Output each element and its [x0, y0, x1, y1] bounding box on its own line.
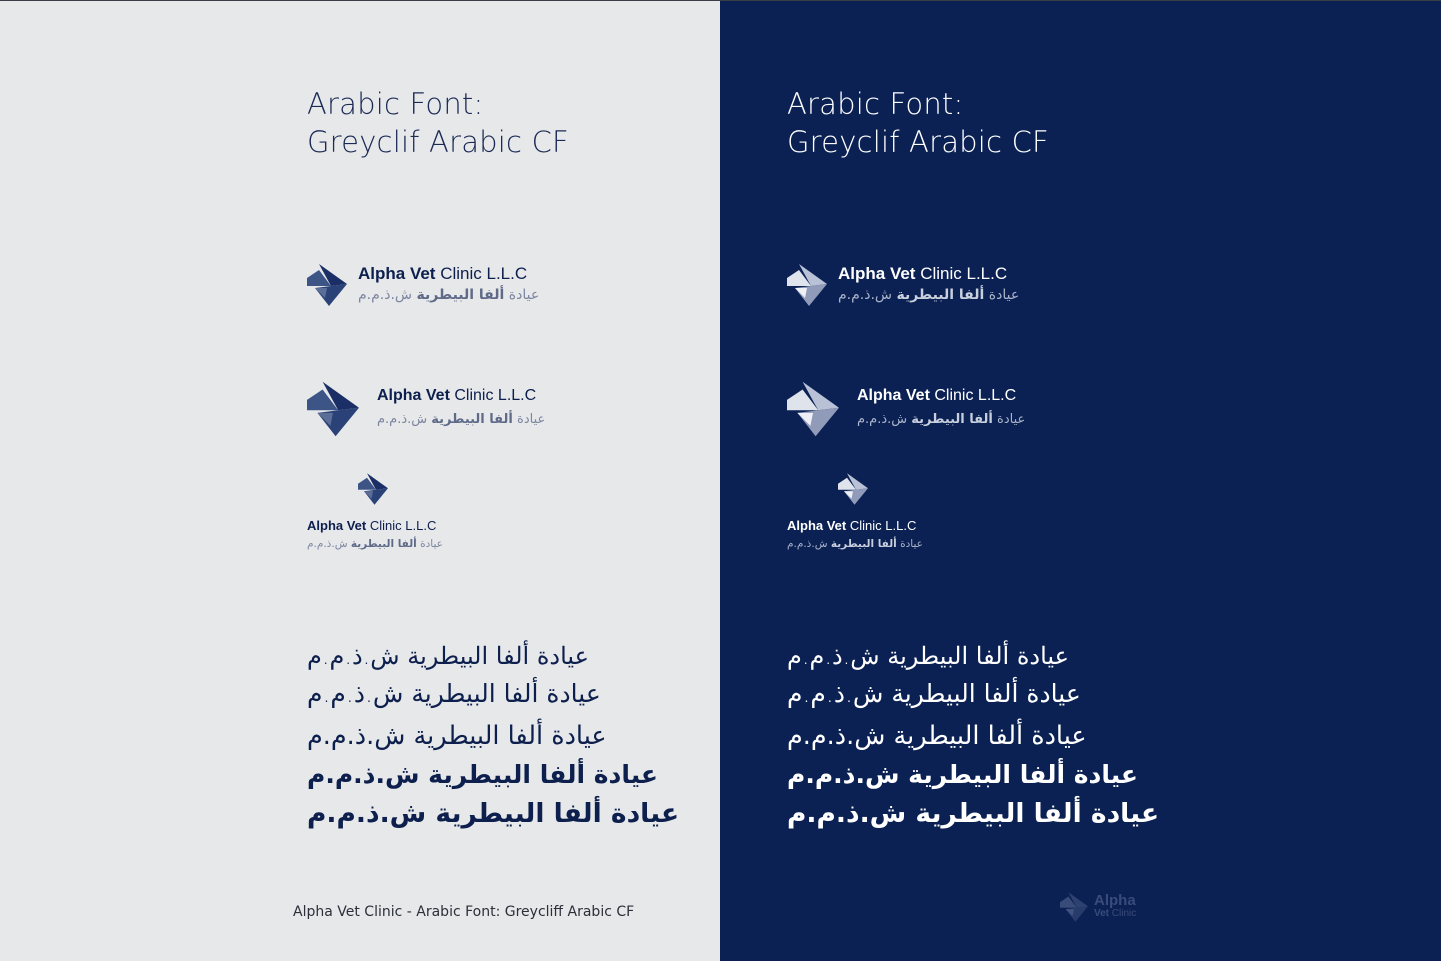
brand-name-en: Alpha Vet Clinic L.L.C	[787, 518, 917, 533]
brand-name-en: Alpha Vet Clinic L.L.C	[838, 264, 1008, 283]
brand-name-en: Alpha Vet Clinic L.L.C	[377, 387, 537, 404]
brand-name-ar: عيادة ألفا البيطرية ش.ذ.م.م	[307, 538, 443, 550]
watermark-logo	[1060, 892, 1136, 922]
arabic-weight-specimens	[307, 637, 679, 834]
brand-name-ar: عيادة ألفا البيطرية ش.ذ.م.م	[857, 412, 1026, 427]
brand-name-en: Alpha Vet Clinic L.L.C	[358, 264, 528, 283]
arabic-weight-specimens	[787, 637, 1159, 834]
title-line-1: Arabic Font:	[787, 87, 964, 121]
alpha-vet-mark-icon	[787, 381, 839, 437]
specimen-light: عيادة ألفا البيطرية ش.ذ.م.م	[787, 679, 1081, 708]
specimen-thin: عيادة ألفا البيطرية ش.ذ.م.م	[787, 642, 1069, 670]
watermark-bottom: Vet Clinic	[1094, 908, 1137, 919]
page-title	[787, 85, 1049, 161]
watermark-top: Alpha	[1094, 892, 1136, 909]
light-panel	[0, 1, 720, 961]
specimen-regular: عيادة ألفا البيطرية ش.ذ.م.م	[307, 721, 607, 751]
title-line-2: Greyclif Arabic CF	[787, 125, 1049, 159]
page-caption: Alpha Vet Clinic - Arabic Font: Greycliff Arabic CF	[293, 904, 635, 920]
specimen-heavy: عيادة ألفا البيطرية ش.ذ.م.م	[787, 798, 1160, 829]
page-title	[307, 85, 569, 161]
brand-name-ar: عيادة ألفا البيطرية ش.ذ.م.م	[838, 287, 1020, 303]
alpha-vet-mark-icon	[307, 381, 359, 437]
logo-lockup-horizontal-small	[307, 264, 539, 306]
title-line-1: Arabic Font:	[307, 87, 484, 121]
alpha-vet-mark-icon	[358, 473, 388, 505]
alpha-vet-mark-icon	[1060, 892, 1088, 922]
specimen-thin: عيادة ألفا البيطرية ش.ذ.م.م	[307, 642, 589, 670]
specimen-light: عيادة ألفا البيطرية ش.ذ.م.م	[307, 679, 601, 708]
logo-lockup-horizontal-large	[307, 381, 545, 437]
logo-lockup-horizontal-small	[787, 264, 1019, 306]
brand-name-en: Alpha Vet Clinic L.L.C	[307, 518, 437, 533]
brand-name-en: Alpha Vet Clinic L.L.C	[857, 387, 1017, 404]
brand-name-ar: عيادة ألفا البيطرية ش.ذ.م.م	[358, 287, 540, 303]
specimen-heavy: عيادة ألفا البيطرية ش.ذ.م.م	[307, 798, 680, 829]
alpha-vet-mark-icon	[787, 264, 827, 306]
title-line-2: Greyclif Arabic CF	[307, 125, 569, 159]
alpha-vet-mark-icon	[838, 473, 868, 505]
alpha-vet-mark-icon	[307, 264, 347, 306]
brand-name-ar: عيادة ألفا البيطرية ش.ذ.م.م	[377, 412, 546, 427]
specimen-regular: عيادة ألفا البيطرية ش.ذ.م.م	[787, 721, 1087, 751]
specimen-bold: عيادة ألفا البيطرية ش.ذ.م.م	[307, 760, 658, 789]
specimen-bold: عيادة ألفا البيطرية ش.ذ.م.م	[787, 760, 1138, 789]
dark-panel	[720, 1, 1441, 961]
brand-name-ar: عيادة ألفا البيطرية ش.ذ.م.م	[787, 538, 923, 550]
logo-lockup-horizontal-large	[787, 381, 1025, 437]
